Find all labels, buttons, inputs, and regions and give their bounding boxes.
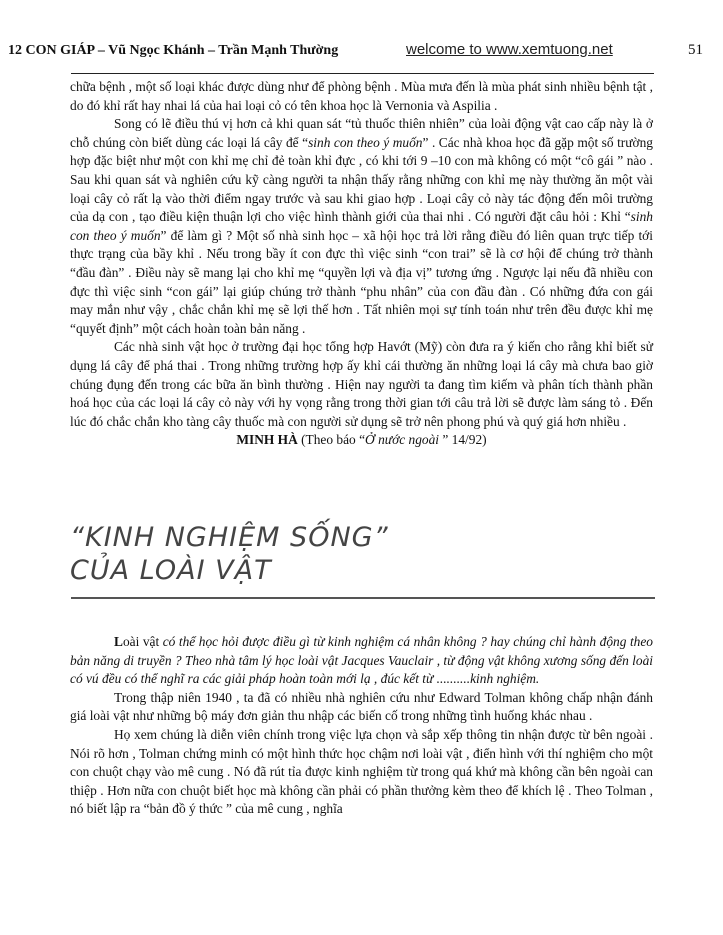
article-signature: MINH HÀ (Theo báo “Ở nước ngoài ” 14/92) <box>236 432 487 448</box>
page-number: 51 <box>688 42 703 58</box>
section-title <box>70 522 389 586</box>
paragraph: chữa bệnh , một số loại khác được dùng như để phòng bệnh . Mùa mưa đến là mùa phát sinh nhiều bệnh tật , do đó khỉ rất hay nhai lá của hai loại cỏ có tên khoa học là Vernonia và Aspilia . <box>70 79 653 113</box>
title-rule <box>71 597 655 599</box>
page-header <box>0 41 723 65</box>
paragraph: Song có lẽ điều thú vị hơn cả khi quan sát “tủ thuốc thiên nhiên” của loài động vật cao cấp này là ở chỗ chúng còn biết dùng các loại lá cây để “sinh con theo ý muốn” . Các nhà khoa học đã gặp một số trường hợp đặc biệt như một con khỉ mẹ chỉ đẻ toàn khỉ đực , có khi tới 9 –10 con mà không có một “cô gái ” nào . Sau khi quan sát và nghiên cứu kỹ càng người ta nhận thấy rằng những con khỉ mẹ này thường ăn một vài loại cây cỏ rất lạ vào thời điểm ngay trước và sau khi giao hợp . Loại cây cỏ này tác động đến môi trường của dạ con , tạo điều kiện thuận lợi cho việc hình thành giới của thai nhi . Có người đặt câu hỏi : Khỉ “sinh con theo ý muốn” để làm gì ? Một số nhà sinh học – xã hội học trả lời rằng điều đó liên quan trực tiếp tới thực trạng của bầy khỉ . Nếu trong bầy ít con đực thì việc sinh “con trai” sẽ là cơ hội để chúng trở thành “đầu đàn” . Điều này sẽ mang lại cho khỉ mẹ “quyền lợi và địa vị” tương ứng . Ngược lại nếu đã nhiều con đực thì việc sinh “con gái” lại giúp chúng trở thành “phu nhân” của con đầu đàn . Có những đứa con gái may mắn như vậy , chắc chắn khỉ mẹ sẽ lợi thế hơn . Tất nhiên mọi sự tính toán như trên đều được khỉ mẹ “quyết định” một cách hoàn toàn bản năng . <box>70 116 653 336</box>
paragraph: Các nhà sinh vật học ở trường đại học tổng hợp Havớt (Mỹ) còn đưa ra ý kiến cho rằng khỉ biết sử dụng lá cây để phá thai . Trong những trường hợp ấy khỉ cái thường ăn những loại lá cây mà chưa bao giờ chúng đụng đến trong các bữa ăn bình thường . Hiện nay người ta đang tìm kiếm và phân tích thành phần hoá học của các loại lá cây cỏ này với hy vọng rằng trong thời gian tới câu trả lời sẽ được làm sáng tỏ . Đến lúc đó chắc chắn kho tàng cây thuốc mà con người sử dụng sẽ trở nên phong phú và quý giá hơn nhiều . <box>70 339 653 429</box>
article-monkey-medicine <box>70 78 653 450</box>
website-link[interactable]: welcome to www.xemtuong.net <box>406 41 613 58</box>
header-rule <box>71 73 654 74</box>
book-title-header: 12 CON GIÁP – Vũ Ngọc Khánh – Trần Mạnh Thường <box>8 43 339 58</box>
article-animal-experience <box>70 633 653 819</box>
intro-paragraph: Loài vật có thể học hỏi được điều gì từ kinh nghiệm cá nhân không ? hay chúng chỉ hành động theo bản năng di truyền ? Theo nhà tâm lý học loài vật Jacques Vauclair , từ động vật không xương sống đến loài có vú đều có thể nghĩ ra các giải pháp hoàn toàn mới lạ , đúc kết từ ..........kinh nghiệm. <box>70 634 653 687</box>
section-title-line2: CỦA LOÀI VẬT <box>70 555 272 586</box>
section-title-line1: “KINH NGHIỆM SỐNG” <box>70 522 389 553</box>
paragraph: Họ xem chúng là diễn viên chính trong việc lựa chọn và sắp xếp thông tin nhận được từ bên ngoài . Nói rõ hơn , Tolman chứng minh có một hình thức học chậm nơi loài vật , điển hình với thí nghiệm cho một con chuột chạy vào mê cung . Nó đã rút tỉa được kinh nghiệm từ trong quá khứ mà không cần bên ngoài can thiệp . Hơn nữa con chuột biết học mà không cần phải có phần thưởng kèm theo để khích lệ . Theo Tolman , nó biết lập ra “bản đồ ý thức ” của mê cung , nghĩa <box>70 726 653 817</box>
paragraph: Trong thập niên 1940 , ta đã có nhiều nhà nghiên cứu như Edward Tolman không chấp nhận đánh giá loài vật như những bộ máy đơn giản thu nhập các biến cố trong những tình huống khác nhau . <box>70 689 653 724</box>
